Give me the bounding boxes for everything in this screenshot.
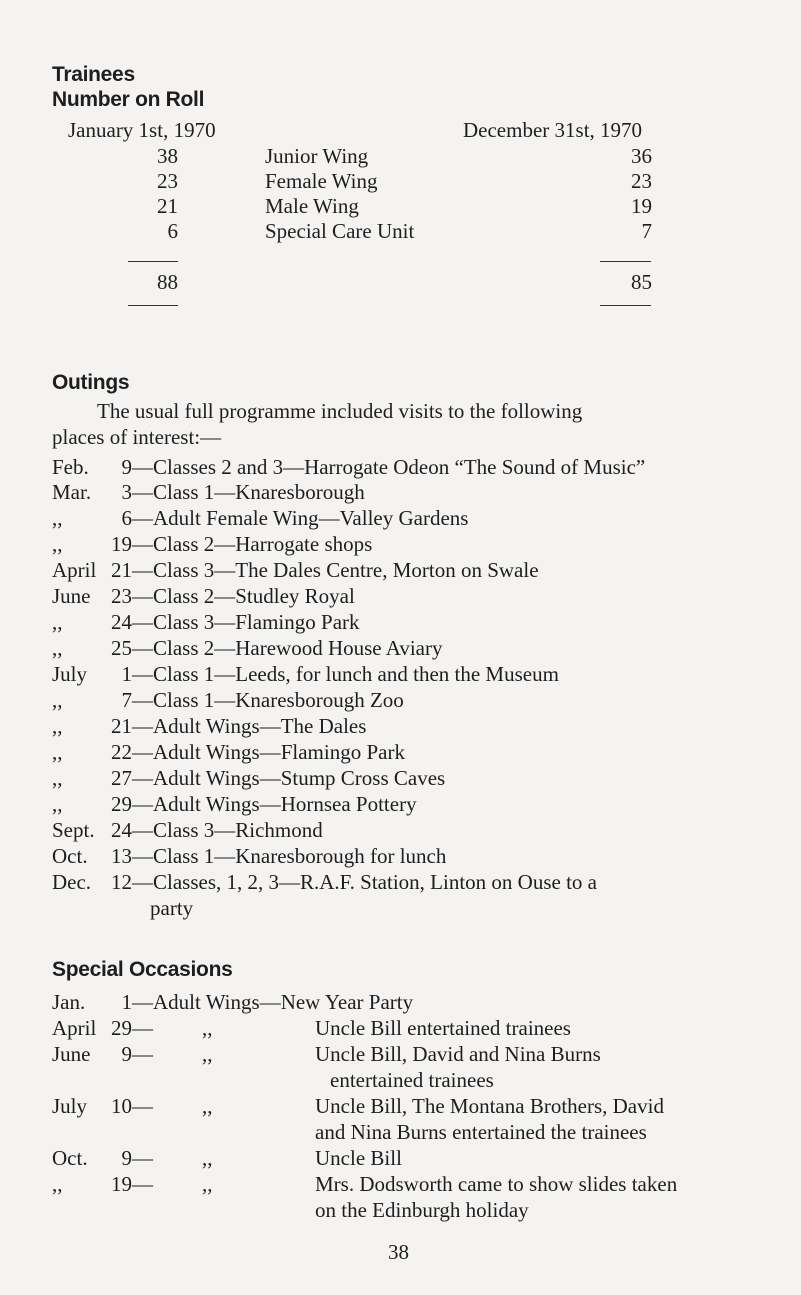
roll-start-value: 23	[157, 169, 178, 193]
outing-month: ,,	[52, 766, 63, 790]
rule-line	[128, 261, 178, 262]
outing-text: —Class 2—Harrogate shops	[132, 532, 373, 556]
list-item	[52, 1172, 242, 1197]
special-dash: —	[132, 1172, 153, 1196]
list-item	[52, 636, 442, 661]
outing-text: —Class 1—Knaresborough for lunch	[132, 844, 447, 868]
outing-text: —Class 3—Richmond	[132, 818, 323, 842]
roll-total-start: 88	[157, 270, 178, 294]
outings-heading: Outings	[52, 371, 130, 394]
outing-month: ,,	[52, 740, 63, 764]
outing-day: 22	[111, 740, 132, 764]
roll-start-value: 38	[157, 144, 178, 168]
roll-end-value: 19	[631, 194, 652, 218]
outing-day: 7	[121, 688, 132, 712]
outings-intro-line1: The usual full programme included visits to the following	[97, 399, 583, 423]
outing-day: 24	[111, 818, 132, 842]
special-dash: —	[132, 1016, 153, 1040]
roll-end-value: 7	[641, 219, 652, 243]
list-item	[52, 844, 446, 869]
outing-day: 24	[111, 610, 132, 634]
outing-day: 6	[121, 506, 132, 530]
outing-day: 1	[121, 662, 132, 686]
outing-month: ,,	[52, 636, 63, 660]
list-item	[52, 480, 365, 505]
outing-month: ,,	[52, 688, 63, 712]
special-day: 9	[121, 1042, 132, 1066]
outing-text: —Class 2—Harewood House Aviary	[132, 636, 443, 660]
outing-month: Mar.	[52, 480, 92, 504]
special-text: —Adult Wings—New Year Party	[132, 990, 414, 1014]
special-day: 10	[111, 1094, 132, 1118]
special-day: 9	[121, 1146, 132, 1170]
outing-month: ,,	[52, 506, 63, 530]
page-number: 38	[388, 1240, 409, 1264]
special-month: July	[52, 1094, 88, 1118]
col-header-start: January 1st, 1970	[68, 118, 216, 142]
rule-line	[128, 305, 178, 306]
special-month: June	[52, 1042, 91, 1066]
outing-text: —Adult Wings—Stump Cross Caves	[132, 766, 446, 790]
outing-month: Dec.	[52, 870, 92, 894]
roll-label: Female Wing	[265, 169, 378, 193]
special-month: April	[52, 1016, 97, 1040]
outing-text: —Class 1—Knaresborough	[132, 480, 365, 504]
list-item	[52, 662, 559, 687]
roll-label: Male Wing	[265, 194, 359, 218]
list-item	[52, 1146, 242, 1171]
special-ditto: ,,	[202, 1172, 213, 1196]
special-desc-continuation: and Nina Burns entertained the trainees	[315, 1120, 647, 1144]
outing-continuation: party	[150, 896, 194, 920]
outing-month: June	[52, 584, 91, 608]
rule-line	[600, 261, 651, 262]
outings-intro-line2: places of interest:—	[52, 425, 222, 449]
outing-day: 13	[111, 844, 132, 868]
outing-month: ,,	[52, 714, 63, 738]
list-item	[52, 1042, 242, 1067]
outing-day: 25	[111, 636, 132, 660]
outing-text: —Classes 2 and 3—Harrogate Odeon “The Sound of Music”	[132, 455, 646, 479]
special-day: 1	[121, 990, 132, 1014]
list-item	[52, 584, 355, 609]
roll-end-value: 23	[631, 169, 652, 193]
special-desc-continuation: on the Edinburgh holiday	[315, 1198, 529, 1222]
special-day: 29	[111, 1016, 132, 1040]
outing-text: —Class 3—Flamingo Park	[132, 610, 360, 634]
list-item	[52, 688, 404, 713]
outing-text: —Classes, 1, 2, 3—R.A.F. Station, Linton on Ouse to a	[132, 870, 597, 894]
list-item	[52, 1016, 242, 1041]
outing-day: 29	[111, 792, 132, 816]
list-item	[52, 792, 417, 817]
outing-month: Oct.	[52, 844, 88, 868]
roll-start-value: 21	[157, 194, 178, 218]
outing-month: ,,	[52, 532, 63, 556]
special-ditto: ,,	[202, 1016, 213, 1040]
outing-text: —Adult Wings—Hornsea Pottery	[132, 792, 417, 816]
outing-month: Sept.	[52, 818, 95, 842]
outing-day: 12	[111, 870, 132, 894]
roll-label: Special Care Unit	[265, 219, 415, 243]
list-item	[52, 714, 366, 739]
rule-line	[600, 305, 651, 306]
list-item	[52, 740, 405, 765]
outing-text: —Class 3—The Dales Centre, Morton on Swale	[132, 558, 539, 582]
special-ditto: ,,	[202, 1042, 213, 1066]
special-ditto: ,,	[202, 1094, 213, 1118]
special-month: Oct.	[52, 1146, 88, 1170]
special-dash: —	[132, 1042, 153, 1066]
outing-day: 3	[121, 480, 132, 504]
list-item	[52, 610, 360, 635]
outing-text: —Adult Wings—Flamingo Park	[132, 740, 405, 764]
special-desc: Uncle Bill entertained trainees	[315, 1016, 571, 1040]
outing-text: —Adult Wings—The Dales	[132, 714, 367, 738]
special-desc: Uncle Bill, The Montana Brothers, David	[315, 1094, 664, 1118]
special-month: ,,	[52, 1172, 63, 1196]
special-dash: —	[132, 1146, 153, 1170]
outing-month: ,,	[52, 610, 63, 634]
special-day: 19	[111, 1172, 132, 1196]
list-item	[52, 532, 372, 557]
list-item	[52, 990, 413, 1015]
outing-day: 21	[111, 558, 132, 582]
special-dash: —	[132, 1094, 153, 1118]
roll-end-value: 36	[631, 144, 652, 168]
special-desc: Uncle Bill	[315, 1146, 402, 1170]
special-desc-continuation: entertained trainees	[330, 1068, 494, 1092]
special-ditto: ,,	[202, 1146, 213, 1170]
outing-text: —Class 1—Leeds, for lunch and then the Museum	[132, 662, 559, 686]
outing-day: 27	[111, 766, 132, 790]
outing-day: 21	[111, 714, 132, 738]
outing-text: —Adult Female Wing—Valley Gardens	[132, 506, 469, 530]
special-desc: Uncle Bill, David and Nina Burns	[315, 1042, 601, 1066]
list-item	[52, 558, 539, 583]
outing-month: April	[52, 558, 97, 582]
number-on-roll-heading: Number on Roll	[52, 88, 205, 111]
list-item	[52, 455, 645, 480]
list-item	[52, 1094, 242, 1119]
outing-text: —Class 1—Knaresborough Zoo	[132, 688, 404, 712]
roll-total-end: 85	[631, 270, 652, 294]
outing-day: 9	[121, 455, 132, 479]
outing-month: ,,	[52, 792, 63, 816]
special-month: Jan.	[52, 990, 86, 1014]
col-header-end: December 31st, 1970	[463, 118, 643, 142]
list-item	[52, 870, 597, 895]
outing-day: 19	[111, 532, 132, 556]
outing-text: —Class 2—Studley Royal	[132, 584, 355, 608]
list-item	[52, 506, 468, 531]
list-item	[52, 818, 323, 843]
special-occasions-heading: Special Occasions	[52, 958, 233, 981]
special-desc: Mrs. Dodsworth came to show slides taken	[315, 1172, 678, 1196]
list-item	[52, 766, 445, 791]
roll-start-value: 6	[167, 219, 178, 243]
roll-label: Junior Wing	[265, 144, 369, 168]
outing-month: Feb.	[52, 455, 89, 479]
outing-month: July	[52, 662, 88, 686]
trainees-heading: Trainees	[52, 63, 135, 86]
outing-day: 23	[111, 584, 132, 608]
